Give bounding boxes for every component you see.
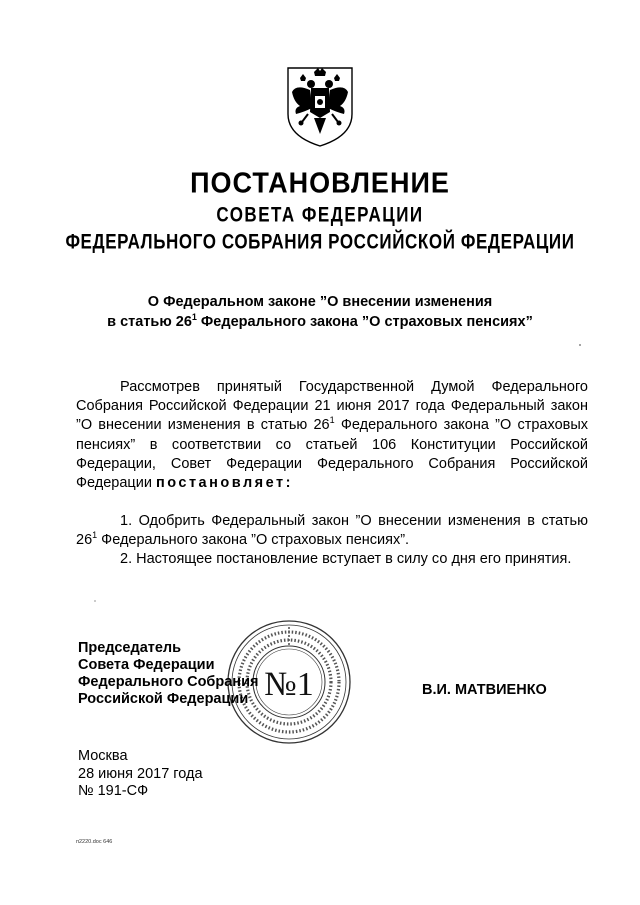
- file-reference: п2220.doc 646: [76, 839, 113, 845]
- coat-of-arms-icon: [280, 62, 360, 148]
- resolution-item-2: [76, 550, 588, 569]
- position-line-1: Председатель: [78, 640, 182, 656]
- seal-number: №1: [264, 666, 314, 703]
- signatory-name: В.И. МАТВИЕНКО: [422, 682, 547, 698]
- position-line-3: Федерального Собрания: [78, 674, 259, 690]
- decree-word: постановляет:: [155, 475, 293, 492]
- subject-line-2-end: Федерального закона ”О страховых пенсиях”: [196, 314, 533, 330]
- subject-line-1: О Федеральном законе ”О внесении изменения: [147, 294, 493, 310]
- date-of-issue: 28 июня 2017 года: [78, 765, 203, 782]
- intro-paragraph: [76, 378, 588, 493]
- document-number: № 191-СФ: [78, 783, 149, 799]
- position-line-2: Совета Федерации: [78, 657, 215, 673]
- scan-speck: [579, 344, 581, 346]
- issuer-line-1: СОВЕТА ФЕДЕРАЦИИ: [216, 202, 424, 227]
- item-2-text: 2. Настоящее постановление вступает в силу со дня его принятия.: [120, 551, 572, 567]
- scan-speck: [94, 600, 96, 602]
- document-details: [78, 748, 203, 801]
- item-1-text-1: 1. Одобрить Федеральный закон ”О внесении изменения в статью 26: [76, 513, 588, 549]
- subject-line-2: [0, 312, 640, 332]
- subject-superscript: 1: [191, 312, 197, 323]
- item-1-text-2: Федерального закона ”О страховых пенсиях”.: [97, 532, 410, 549]
- intro-text-2: Федерального закона ”О страховых пенсиях” в соответствии со статьей 106 Конституции Российской Федерации, Совет Федерации Федерального Собрания Российской Федерации: [76, 417, 589, 492]
- document-subject: [0, 292, 640, 332]
- document-title: ПОСТАНОВЛЕНИЕ: [190, 167, 450, 199]
- position-line-4: Российской Федерации: [78, 691, 249, 707]
- resolution-item-1: [76, 512, 588, 550]
- place-of-issue: Москва: [78, 748, 128, 764]
- item-1-superscript: 1: [92, 530, 98, 541]
- intro-superscript: 1: [329, 415, 335, 426]
- signatory-position: [78, 640, 258, 708]
- subject-line-2-start: в статью 26: [107, 314, 192, 330]
- issuer-line-2: ФЕДЕРАЛЬНОГО СОБРАНИЯ РОССИЙСКОЙ ФЕДЕРАЦИИ: [65, 229, 575, 254]
- intro-text-1: Рассмотрев принятый Государственной Думой Федерального Собрания Российской Федерации 21 июня 2017 года Федеральный закон ”О внесении изменения в статью 26: [76, 379, 588, 434]
